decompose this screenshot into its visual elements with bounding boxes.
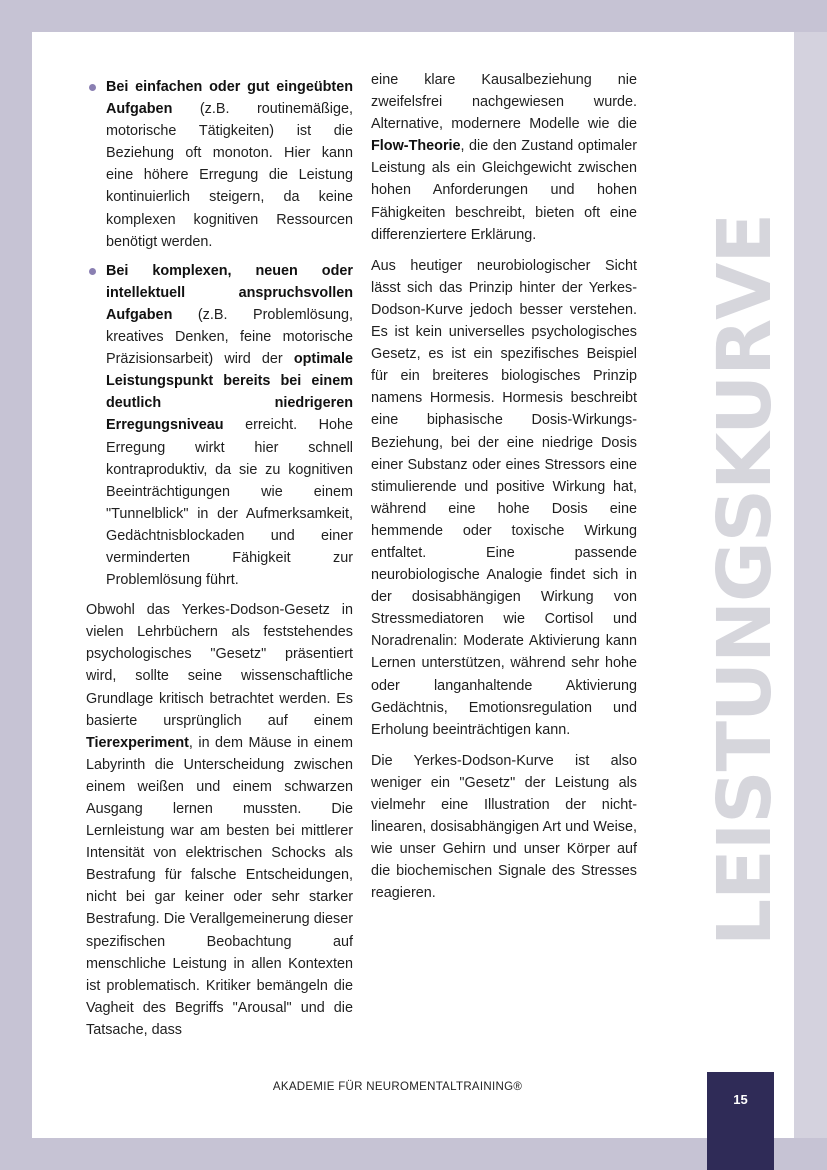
paragraph-flow [371,69,637,246]
right-margin-strip [794,32,827,1138]
bullet-dot-icon [89,268,96,275]
page-number: 15 [733,1092,748,1107]
bullet2-bold2: optimale Leistungspunkt bereits bei einem deutlich niedrigeren Erregungsniveau [106,351,353,434]
paragraph-criticism [86,599,353,1041]
bullet2-text1: (z.B. Problemlösung, kreatives Denken, feine motorische Präzisionsarbeit) wird der [106,306,353,368]
list-item [86,76,353,253]
left-column [86,76,353,1050]
para1-text2: , die den Zustand optimaler Leistung als ein Gleichgewicht zwischen hohen Anforderungen und hohen Fähigkeiten beschreibt, bieten oft eine differenziertere Erklärung. [371,138,637,243]
para1-text1: eine klare Kausalbeziehung nie zweifelsfrei nachgewiesen wurde. Alternative, modernere Modelle wie die [371,72,637,133]
bullet2-bold1: Bei komplexen, neuen oder intellektuell anspruchsvollen Aufgaben [106,262,353,323]
para1-bold: Flow-Theorie [371,138,461,155]
bullet-dot-icon [89,84,96,91]
page-number-box [707,1072,774,1170]
footer-text: AKADEMIE FÜR NEUROMENTALTRAINING® [272,1081,523,1093]
bullet-list [86,76,353,591]
para-bold: Tierexperiment [86,734,189,751]
list-item [86,260,353,591]
paragraph-hormesis: Aus heutiger neurobiologischer Sicht lässt sich das Prinzip hinter der Yerkes-Dodson-Kurve jedoch besser verstehen. Es ist kein universelles psychologisches Gesetz, es ist ein spezifisches Beispiel für ein breiteres biologisches Prinzip namens Hormesis. Hormesis beschreibt eine biphasische Dosis-Wirkungs-Beziehung, bei der eine niedrige Dosis einer Substanz oder eines Stressors eine stimulierende und positive Wirkung hat, während eine hohe Dosis eine hemmende oder toxische Wirkung entfaltet. Eine passende neurobiologische Analogie findet sich in der dosisabhängigen Wirkung von Stressmediatoren wie Cortisol und Noradrenalin: Moderate Aktivierung kann Lernen unterstützen, während sehr hohe oder langanhaltende Aktivierung Gedächtnis, Emotionsregulation und Erholung beeinträchtigen kann. [371,257,637,738]
para-text1: Obwohl das Yerkes-Dodson-Gesetz in vielen Lehrbüchern als feststehendes psychologisches "Gesetz" präsentiert wird, sollte seine wissenschaftliche Grundlage kritisch betrachtet werden. Es basierte ursprünglich auf einem [86,602,353,729]
side-title: LEISTUNGSKURVE [702,214,788,946]
paragraph-conclusion: Die Yerkes-Dodson-Kurve ist also weniger ein "Gesetz" der Leistung als vielmehr eine Illustration der nicht-linearen, dosisabhängigen Art und Weise, wie unser Gehirn und unser Körper auf die biochemischen Signale des Stresses reagieren. [371,752,637,902]
para-text2: , in dem Mäuse in einem Labyrinth die Unterscheidung zwischen einem weißen und einem schwarzen Ausgang lernen mussten. Die Lernleistung war am besten bei mittlerer Intensität von elektrischen Schocks als Bestrafung für falsche Entscheidungen, nicht bei gar keiner oder sehr starker Bestrafung. Die Verallgemeinerung dieser spezifischen Beobachtung auf menschliche Leistung in allen Kontexten ist problematisch. Kritiker bemängeln die Vagheit des Begriffs "Arousal" und die Tatsache, dass [86,734,353,1038]
bullet2-text2: erreicht. Hohe Erregung wirkt hier schnell kontraproduktiv, da sie zu kognitiven Beeinträchtigungen wie einem "Tunnelblick" in der Aufmerksamkeit, Gedächtnisblockaden und einer verminderten Fähigkeit zur Problemlösung führt. [106,417,353,589]
right-column [371,69,637,913]
bullet1-bold: Bei einfachen oder gut eingeübten Aufgaben [106,79,353,118]
bullet1-text: (z.B. routinemäßige, motorische Tätigkeiten) ist die Beziehung oft monoton. Hier kann eine höhere Erregung die Leistung kontinuierlich steigern, da keine komplexen kognitiven Ressourcen benötigt werden. [106,101,353,250]
